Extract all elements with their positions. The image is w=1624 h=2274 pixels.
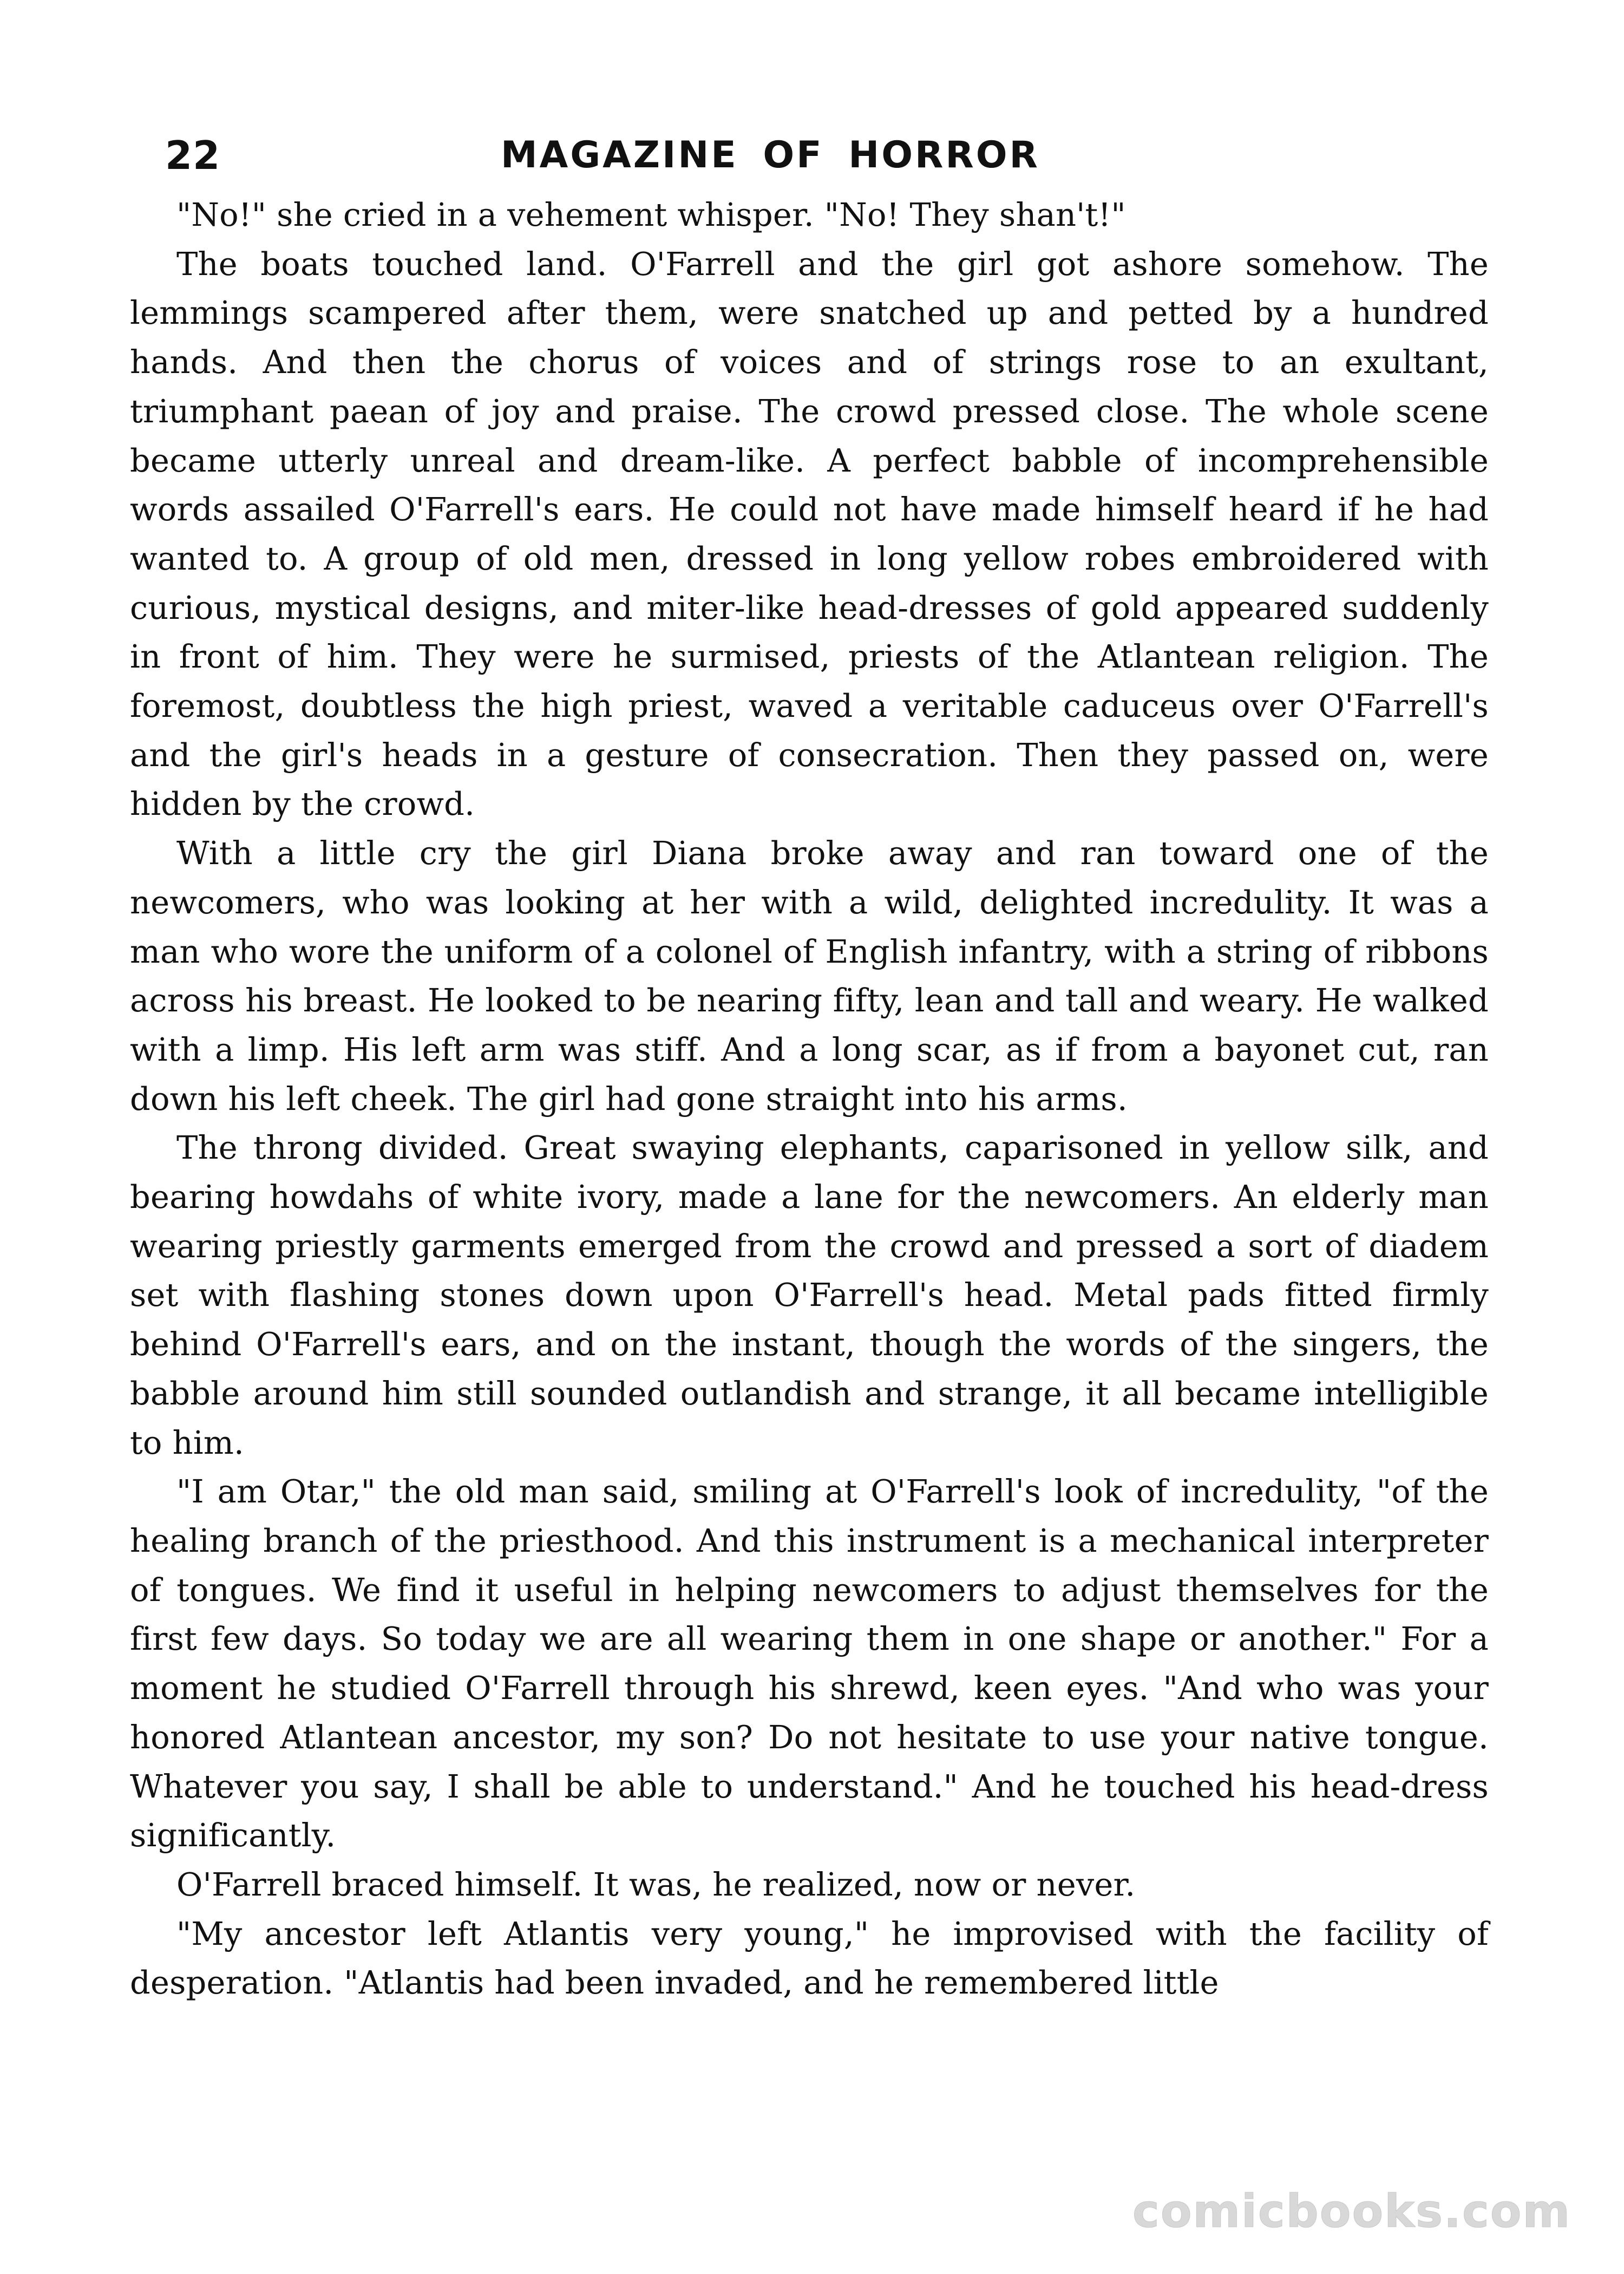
paragraph: With a little cry the girl Diana broke away and ran toward one of the newcomers, who was looking at her with a wild, delighted incredulity. It was a man who wore the uniform of a colonel of English infantry, with a string of ribbons across his breast. He looked to be nearing fifty, lean and tall and weary. He walked with a limp. His left arm was stiff. And a long scar, as if from a bayonet cut, ran down his left cheek. The girl had gone straight into his arms.: [130, 834, 1489, 1118]
paragraph: "No!" she cried in a vehement whisper. "No! They shan't!": [176, 196, 1126, 233]
story-text: [130, 191, 1489, 2008]
watermark: comicbooks.com: [1132, 2185, 1571, 2238]
paragraph: O'Farrell braced himself. It was, he realized, now or never.: [176, 1865, 1136, 1903]
paragraph: "I am Otar," the old man said, smiling at O'Farrell's look of incredulity, "of the healing branch of the priesthood. And this instrument is a mechanical interpreter of tongues. We find it useful in helping newcomers to adjust themselves for the first few days. So today we are all wearing them in one shape or another." For a moment he studied O'Farrell through his shrewd, keen eyes. "And who was your honored Atlantean ancestor, my son? Do not hesitate to use your native tongue. Whatever you say, I shall be able to understand." And he touched his head-dress significantly.: [130, 1473, 1489, 1854]
page-header: [165, 126, 1491, 185]
page-number: 22: [165, 133, 221, 178]
paragraph: "My ancestor left Atlantis very young," he improvised with the facility of desperation. "Atlantis had been invaded, and he remembered little: [130, 1914, 1489, 2002]
running-title: MAGAZINE OF HORROR: [501, 134, 1040, 177]
paragraph: The boats touched land. O'Farrell and the girl got ashore somehow. The lemmings scampered after them, were snatched up and petted by a hundred hands. And then the chorus of voices and of strings rose to an exultant, triumphant paean of joy and praise. The crowd pressed close. The whole scene became utterly unreal and dream-like. A perfect babble of incomprehensible words assailed O'Farrell's ears. He could not have made himself heard if he had wanted to. A group of old men, dressed in long yellow robes embroidered with curious, mystical designs, and miter-like head-dresses of gold appeared suddenly in front of him. They were he surmised, priests of the Atlantean religion. The foremost, doubtless the high priest, waved a veritable caduceus over O'Farrell's and the girl's heads in a gesture of consecration. Then they passed on, were hidden by the crowd.: [130, 245, 1489, 823]
paragraph: The throng divided. Great swaying elephants, caparisoned in yellow silk, and bearing howdahs of white ivory, made a lane for the newcomers. An elderly man wearing priestly garments emerged from the crowd and pressed a sort of diadem set with flashing stones down upon O'Farrell's head. Metal pads fitted firmly behind O'Farrell's ears, and on the instant, though the words of the singers, the babble around him still sounded outlandish and strange, it all became intelligible to him.: [130, 1129, 1489, 1461]
